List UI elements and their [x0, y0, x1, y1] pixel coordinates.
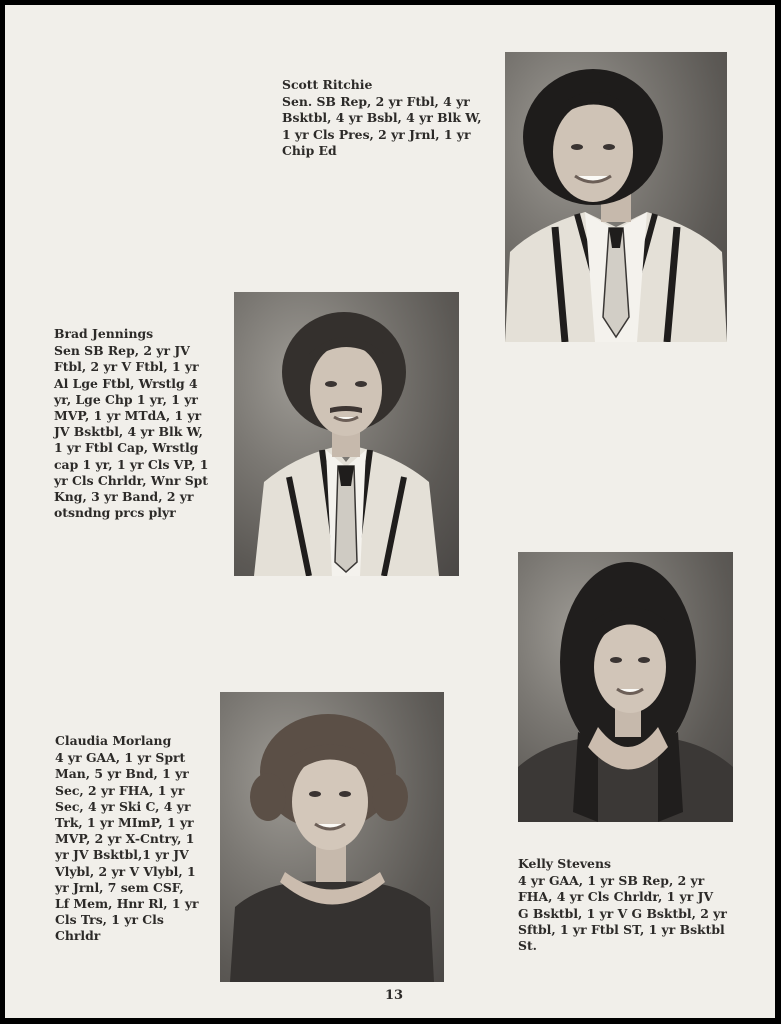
bio-brad-jennings — [54, 326, 232, 521]
student-activities: 4 yr GAA, 1 yr SB Rep, 2 yr FHA, 4 yr Cls Chrldr, 1 yr JV G Bsktbl, 1 yr V G Bsktbl, 2 yr Sftbl, 1 yr Ftbl ST, 1 yr Bsktbl St. — [518, 873, 727, 954]
portrait-photo-scott-ritchie — [505, 52, 727, 342]
portrait-photo-kelly-stevens — [518, 552, 733, 822]
student-activities: 4 yr GAA, 1 yr Sprt Man, 5 yr Bnd, 1 yr Sec, 2 yr FHA, 1 yr Sec, 4 yr Ski C, 4 yr Trk, 1 yr MImP, 1 yr MVP, 2 yr X-Cntry, 1 yr JV Bsktbl,1 yr JV Vlybl, 2 yr V Vlybl, 1 yr Jrnl, 7 sem CSF, Lf Mem, Hnr Rl, 1 yr Cls Trs, 1 yr Cls Chrldr — [55, 750, 199, 944]
yearbook-page — [5, 5, 775, 1018]
bio-claudia-morlang — [55, 733, 220, 945]
student-name: Brad Jennings — [54, 326, 154, 341]
student-name: Kelly Stevens — [518, 856, 611, 871]
page-number: 13 — [385, 988, 404, 1003]
student-activities: Sen SB Rep, 2 yr JV Ftbl, 2 yr V Ftbl, 1 yr Al Lge Ftbl, Wrstlg 4 yr, Lge Chp 1 yr, 1 yr MVP, 1 yr MTdA, 1 yr JV Bsktbl, 4 yr Blk W, 1 yr Ftbl Cap, Wrstlg cap 1 yr, 1 yr Cls VP, 1 yr Cls Chrldr, Wnr Spt Kng, 3 yr Band, 2 yr otsndng prcs plyr — [54, 343, 209, 521]
bio-kelly-stevens — [518, 856, 748, 954]
portrait-photo-brad-jennings — [234, 292, 459, 576]
student-name: Scott Ritchie — [282, 77, 373, 92]
student-name: Claudia Morlang — [55, 733, 172, 748]
portrait-photo-claudia-morlang — [220, 692, 444, 982]
bio-scott-ritchie — [282, 77, 497, 159]
student-activities: Sen. SB Rep, 2 yr Ftbl, 4 yr Bsktbl, 4 yr Bsbl, 4 yr Blk W, 1 yr Cls Pres, 2 yr Jrnl, 1 yr Chip Ed — [282, 94, 482, 158]
